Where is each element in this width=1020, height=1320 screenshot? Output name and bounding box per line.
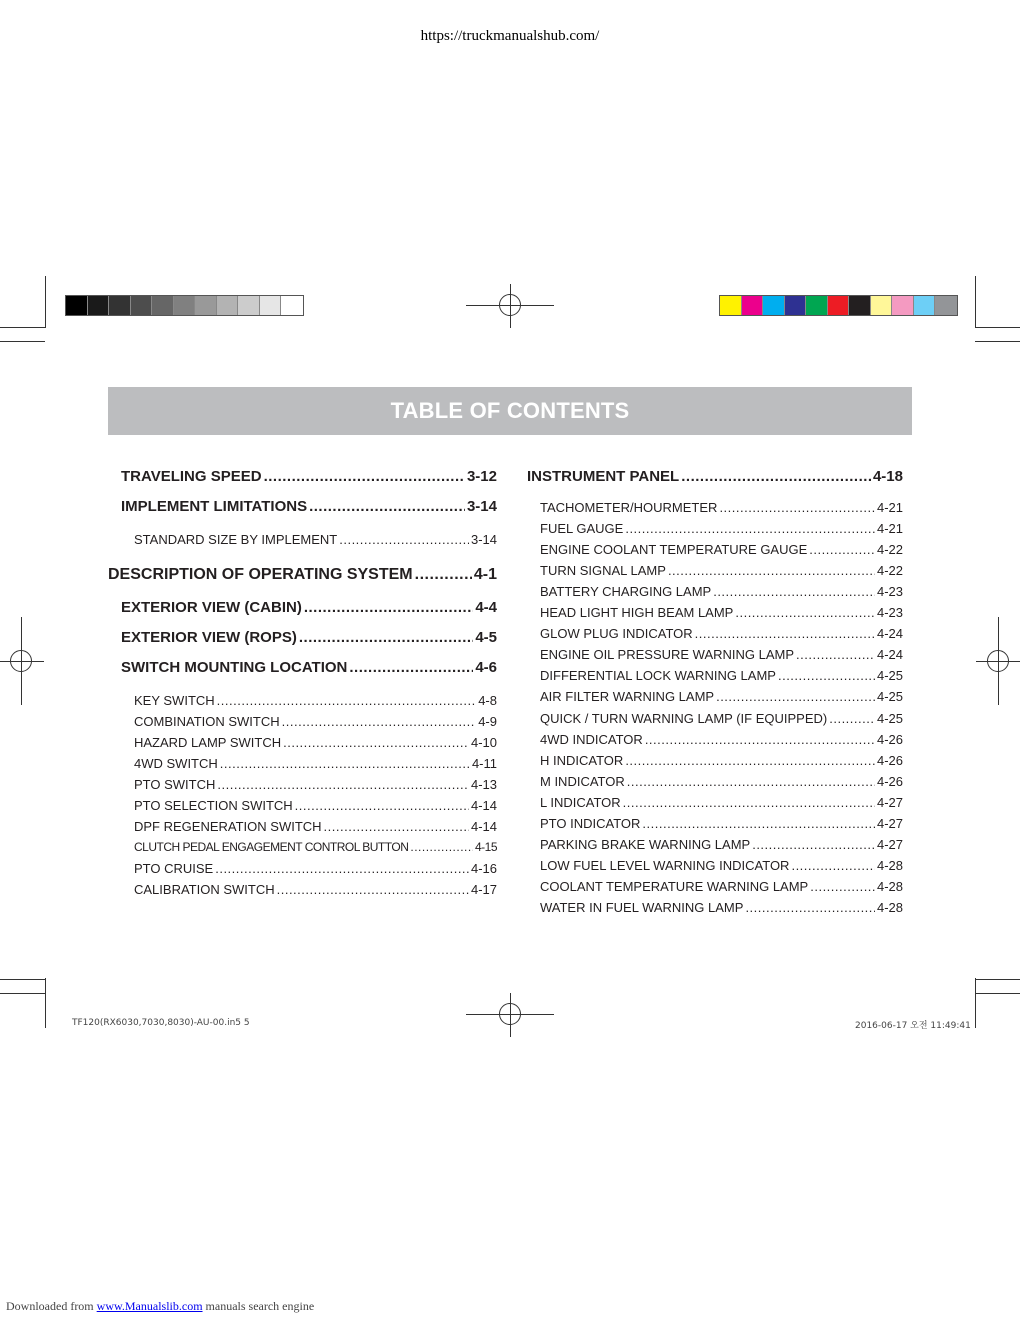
calibration-swatch [109,296,131,315]
toc-entry-label: DPF REGENERATION SWITCH [134,819,322,834]
toc-entry-label: FUEL GAUGE [540,521,624,537]
toc-entry-label: HAZARD LAMP SWITCH [134,735,282,750]
toc-entry-label: IMPLEMENT LIMITATIONS [121,498,308,515]
toc-entry-label: COMBINATION SWITCH [134,714,280,729]
toc-entry-label: QUICK / TURN WARNING LAMP (IF EQUIPPED) [540,710,828,726]
calibration-swatch [88,296,110,315]
toc-leader-dots [282,714,477,729]
toc-leader-dots [809,542,875,557]
toc-entry-label: LOW FUEL LEVEL WARNING INDICATOR [540,857,790,873]
crop-mark [975,993,1020,994]
toc-entry-page: 4-6 [475,659,497,676]
toc-entry-label: 4WD SWITCH [134,756,218,771]
toc-leader-dots [283,735,469,750]
download-prefix: Downloaded from [6,1299,94,1313]
toc-entry-label: KEY SWITCH [134,693,215,708]
toc-entry-label: HEAD LIGHT HIGH BEAM LAMP [540,605,734,621]
toc-entry-label: INSTRUMENT PANEL [527,468,680,485]
calibration-swatch [174,296,196,315]
toc-entry[interactable] [540,858,903,873]
page-title: TABLE OF CONTENTS [390,398,630,423]
toc-leader-dots [791,858,875,873]
toc-entry-label: COOLANT TEMPERATURE WARNING LAMP [540,878,809,894]
toc-leader-dots [642,816,875,831]
toc-entry-page: 4-23 [876,584,903,600]
toc-leader-dots [309,498,465,515]
crop-mark [21,617,22,705]
toc-entry-label: PTO CRUISE [134,861,214,876]
toc-entry-page: 4-11 [471,756,497,771]
toc-entry[interactable] [540,753,903,768]
toc-entry[interactable] [134,840,497,854]
toc-entry[interactable] [121,498,497,515]
toc-entry-page: 4-8 [478,693,497,708]
toc-entry-page: 4-26 [876,731,903,747]
toc-entry-page: 4-24 [876,626,903,642]
toc-entry[interactable] [540,584,903,599]
toc-leader-dots [277,882,469,897]
toc-leader-dots [695,626,875,641]
toc-entry[interactable] [134,798,497,813]
toc-entry-label: WATER IN FUEL WARNING LAMP [540,899,744,915]
toc-entry-label: 4WD INDICATOR [540,731,643,747]
calibration-swatch [66,296,88,315]
toc-leader-dots [295,798,469,813]
toc-leader-dots [735,605,875,620]
toc-entry[interactable] [134,861,497,876]
toc-entry-page: 4-9 [478,714,497,729]
toc-entry-label: AIR FILTER WARNING LAMP [540,689,715,705]
crop-mark [975,978,976,1028]
toc-entry-page: 4-17 [470,882,497,897]
toc-entry-page: 4-18 [872,468,903,485]
crop-mark [45,978,46,1028]
crop-mark [998,617,999,705]
toc-leader-dots [713,584,875,599]
toc-entry-page: 4-26 [876,773,903,789]
toc-entry[interactable] [134,756,497,771]
toc-leader-dots [668,563,875,578]
toc-leader-dots [623,795,875,810]
calibration-swatch [892,296,914,315]
toc-entry-page: 4-14 [470,819,497,834]
toc-leader-dots [625,753,875,768]
toc-entry[interactable] [540,563,903,578]
toc-leader-dots [752,837,875,852]
toc-entry-page: 4-28 [876,857,903,873]
toc-entry-page: 4-23 [876,605,903,621]
download-footer [6,1299,314,1314]
calibration-swatch [914,296,936,315]
toc-leader-dots [217,777,469,792]
toc-entry[interactable] [540,668,903,683]
toc-entry-page: 4-26 [876,752,903,768]
toc-entry-page: 4-28 [876,899,903,915]
calibration-swatch [742,296,764,315]
toc-entry-page: 3-14 [470,532,497,547]
toc-entry[interactable] [134,777,497,792]
toc-entry[interactable] [134,882,497,897]
slug-filename: TF120(RX6030,7030,8030)-AU-00.in5 5 [72,1018,250,1028]
toc-entry-page: 4-5 [475,629,497,646]
calibration-swatch [152,296,174,315]
toc-leader-dots [410,840,473,854]
color-calibration-bar [719,295,958,316]
toc-entry-label: PTO INDICATOR [540,815,641,831]
crop-mark [0,341,45,342]
toc-entry-page: 4-21 [876,500,903,515]
toc-entry[interactable] [540,900,903,915]
toc-entry-page: 4-27 [876,794,903,810]
toc-entry-label: PTO SELECTION SWITCH [134,798,293,813]
toc-entry-page: 3-12 [466,468,497,485]
toc-entry[interactable] [540,626,903,641]
toc-entry-label: STANDARD SIZE BY IMPLEMENT [134,532,338,547]
toc-entry-page: 4-24 [876,647,903,663]
toc-leader-dots [719,500,875,515]
calibration-swatch [806,296,828,315]
toc-entry-page: 4-1 [473,566,497,583]
manualslib-link[interactable]: www.Manualslib.com [96,1299,203,1313]
toc-entry-label: TURN SIGNAL LAMP [540,563,666,579]
toc-leader-dots [745,900,875,915]
slug-timestamp: 2016-06-17 오전 11:49:41 [855,1021,971,1031]
toc-entry[interactable] [108,566,497,584]
toc-entry[interactable] [540,795,903,810]
toc-entry[interactable] [540,500,903,515]
toc-entry[interactable] [121,468,497,485]
toc-entry[interactable] [527,468,903,485]
toc-entry[interactable] [134,532,497,547]
toc-entry[interactable] [121,629,497,646]
calibration-swatch [238,296,260,315]
toc-entry[interactable] [540,689,903,704]
crop-mark [510,284,511,328]
toc-entry-label: TRAVELING SPEED [121,468,262,485]
toc-leader-dots [339,532,469,547]
crop-mark [975,341,1020,342]
toc-entry-page: 4-25 [876,668,903,684]
toc-entry-page: 3-14 [466,498,497,515]
toc-entry[interactable] [540,879,903,894]
crop-mark [975,276,976,328]
crop-mark [0,327,45,328]
crop-mark [45,276,46,328]
toc-entry-label: ENGINE COOLANT TEMPERATURE GAUGE [540,542,808,558]
download-suffix: manuals search engine [205,1299,315,1313]
toc-entry-label: L INDICATOR [540,794,621,810]
toc-entry-page: 4-14 [470,798,497,813]
toc-entry-page: 4-15 [474,840,497,854]
toc-entry[interactable] [121,659,497,676]
crop-mark [0,993,45,994]
crop-mark [0,979,45,980]
toc-entry[interactable] [134,819,497,834]
toc-entry-page: 4-22 [876,542,903,558]
toc-entry-page: 4-22 [876,563,903,579]
toc-title-band [108,387,912,435]
toc-entry-page: 4-10 [470,735,497,750]
toc-entry[interactable] [540,732,903,747]
crop-mark [975,327,1020,328]
toc-entry[interactable] [540,711,903,726]
toc-leader-dots [220,756,470,771]
toc-entry[interactable] [540,647,903,662]
toc-leader-dots [215,861,469,876]
toc-entry-page: 4-25 [876,689,903,705]
calibration-swatch [849,296,871,315]
toc-leader-dots [778,668,875,683]
toc-entry-page: 4-4 [475,599,497,616]
toc-entry-label: PARKING BRAKE WARNING LAMP [540,836,751,852]
toc-entry-label: CALIBRATION SWITCH [134,882,275,897]
toc-entry-label: EXTERIOR VIEW (CABIN) [121,599,302,616]
toc-entry-page: 4-27 [876,836,903,852]
toc-entry[interactable] [134,714,497,729]
toc-entry-label: DIFFERENTIAL LOCK WARNING LAMP [540,668,776,684]
toc-entry-page: 4-28 [876,878,903,894]
toc-leader-dots [217,693,477,708]
calibration-swatch [281,296,303,315]
toc-entry[interactable] [540,605,903,620]
source-url[interactable]: https://truckmanualshub.com/ [420,28,600,44]
toc-entry[interactable] [540,837,903,852]
toc-leader-dots [264,468,465,485]
toc-entry-label: DESCRIPTION OF OPERATING SYSTEM [108,566,413,583]
calibration-swatch [828,296,850,315]
calibration-swatch [131,296,153,315]
crop-mark [510,993,511,1037]
toc-entry[interactable] [134,693,497,708]
toc-leader-dots [681,468,871,485]
toc-entry-page: 4-25 [876,710,903,726]
toc-entry-label: GLOW PLUG INDICATOR [540,626,693,642]
toc-leader-dots [716,689,875,704]
calibration-swatch [763,296,785,315]
toc-leader-dots [796,647,875,662]
toc-entry[interactable] [134,735,497,750]
calibration-swatch [217,296,239,315]
toc-leader-dots [627,774,875,789]
calibration-swatch [720,296,742,315]
calibration-swatch [785,296,807,315]
toc-entry-label: EXTERIOR VIEW (ROPS) [121,629,297,646]
crop-mark [975,979,1020,980]
toc-entry[interactable] [540,774,903,789]
calibration-swatch [260,296,282,315]
toc-leader-dots [299,629,473,646]
toc-entry-page: 4-16 [470,861,497,876]
toc-leader-dots [304,599,473,616]
toc-leader-dots [645,732,875,747]
toc-entry-label: TACHOMETER/HOURMETER [540,500,718,515]
crop-mark [0,661,44,662]
calibration-swatch [195,296,217,315]
toc-entry-label: PTO SWITCH [134,777,216,792]
calibration-swatch [935,296,957,315]
calibration-swatch [871,296,893,315]
toc-leader-dots [829,711,875,726]
toc-entry-label: BATTERY CHARGING LAMP [540,584,712,600]
toc-entry-label: H INDICATOR [540,752,624,768]
toc-leader-dots [415,566,472,584]
toc-leader-dots [324,819,469,834]
toc-leader-dots [349,659,473,676]
toc-entry-label: M INDICATOR [540,773,625,789]
toc-entry-label: ENGINE OIL PRESSURE WARNING LAMP [540,647,795,663]
toc-entry-page: 4-13 [470,777,497,792]
toc-entry[interactable] [540,542,903,557]
toc-entry[interactable] [121,599,497,616]
gray-calibration-bar [65,295,304,316]
toc-entry[interactable] [540,816,903,831]
toc-entry-page: 4-21 [876,521,903,537]
toc-entry-page: 4-27 [876,815,903,831]
toc-entry[interactable] [540,521,903,536]
toc-leader-dots [810,879,875,894]
toc-entry-label: CLUTCH PEDAL ENGAGEMENT CONTROL BUTTON [134,840,409,854]
toc-entry-label: SWITCH MOUNTING LOCATION [121,659,348,676]
toc-leader-dots [625,521,875,536]
